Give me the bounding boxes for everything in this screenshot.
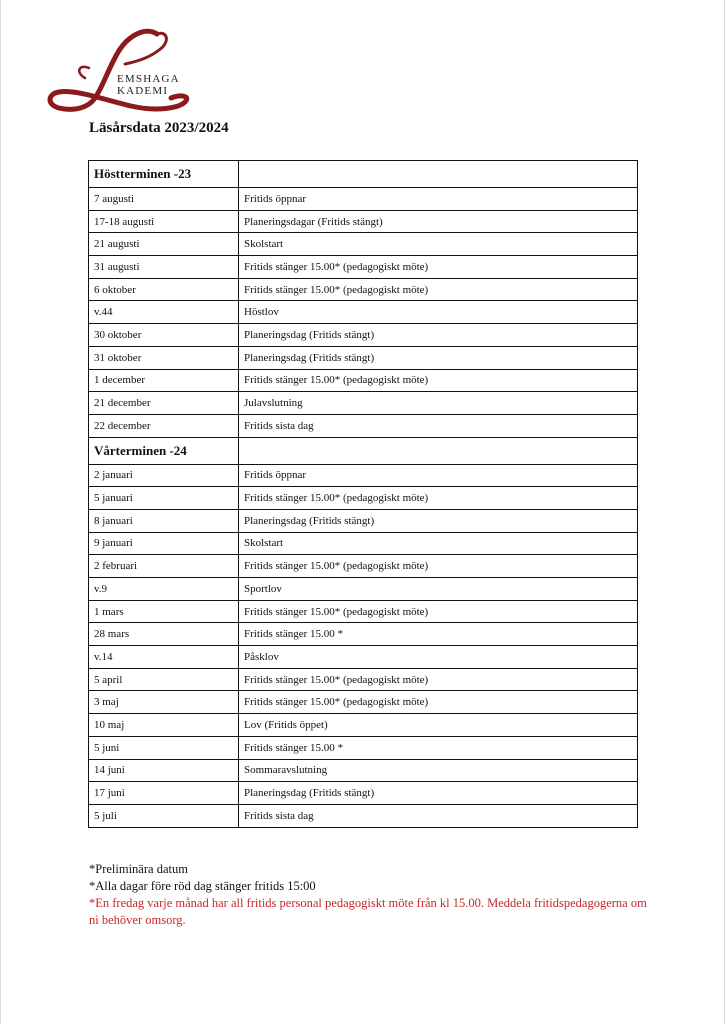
section-heading-empty-cell xyxy=(239,161,638,188)
event-cell: Julavslutning xyxy=(239,392,638,415)
event-cell: Höstlov xyxy=(239,301,638,324)
event-cell: Fritids stänger 15.00* (pedagogiskt möte) xyxy=(239,278,638,301)
table-row xyxy=(89,646,638,669)
date-cell: 14 juni xyxy=(89,759,239,782)
event-cell: Sommaravslutning xyxy=(239,759,638,782)
footnote-friday-meeting: *En fredag varje månad har all fritids personal pedagogiskt möte från kl 15.00. Meddela fritidspedagogerna om ni behöver omsorg. xyxy=(89,896,647,927)
event-cell: Planeringsdag (Fritids stängt) xyxy=(239,324,638,347)
event-cell: Fritids öppnar xyxy=(239,188,638,211)
date-cell: 2 januari xyxy=(89,464,239,487)
event-cell: Fritids stänger 15.00* (pedagogiskt möte) xyxy=(239,369,638,392)
table-row xyxy=(89,210,638,233)
schedule-table xyxy=(88,160,638,828)
date-cell: 7 augusti xyxy=(89,188,239,211)
event-cell: Fritids sista dag xyxy=(239,804,638,827)
section-heading: Vårterminen -24 xyxy=(89,437,239,464)
date-cell: 17 juni xyxy=(89,782,239,805)
date-cell: 1 december xyxy=(89,369,239,392)
date-cell: 22 december xyxy=(89,414,239,437)
footnote-preliminary: *Preliminära datum xyxy=(89,862,188,876)
date-cell: 3 maj xyxy=(89,691,239,714)
table-row xyxy=(89,346,638,369)
table-row xyxy=(89,578,638,601)
table-row xyxy=(89,392,638,415)
footnotes xyxy=(89,861,649,929)
event-cell: Planeringsdag (Fritids stängt) xyxy=(239,782,638,805)
table-row xyxy=(89,414,638,437)
event-cell: Fritids stänger 15.00* (pedagogiskt möte) xyxy=(239,256,638,279)
table-row xyxy=(89,782,638,805)
event-cell: Sportlov xyxy=(239,578,638,601)
section-header-row xyxy=(89,161,638,188)
table-row xyxy=(89,324,638,347)
table-row xyxy=(89,369,638,392)
event-cell: Fritids stänger 15.00* (pedagogiskt möte) xyxy=(239,487,638,510)
date-cell: 30 oktober xyxy=(89,324,239,347)
footnote-red-day: *Alla dagar före röd dag stänger fritids 15:00 xyxy=(89,879,316,893)
date-cell: 17-18 augusti xyxy=(89,210,239,233)
table-row xyxy=(89,691,638,714)
page-title: Läsårsdata 2023/2024 xyxy=(89,120,229,136)
table-row xyxy=(89,188,638,211)
date-cell: 5 januari xyxy=(89,487,239,510)
date-cell: 5 juli xyxy=(89,804,239,827)
table-row xyxy=(89,759,638,782)
event-cell: Planeringsdagar (Fritids stängt) xyxy=(239,210,638,233)
section-heading-empty-cell xyxy=(239,437,638,464)
date-cell: 31 oktober xyxy=(89,346,239,369)
section-header-row xyxy=(89,437,638,464)
event-cell: Planeringsdag (Fritids stängt) xyxy=(239,509,638,532)
table-row xyxy=(89,487,638,510)
event-cell: Fritids stänger 15.00* (pedagogiskt möte) xyxy=(239,668,638,691)
table-row xyxy=(89,668,638,691)
section-heading: Höstterminen -23 xyxy=(89,161,239,188)
table-row xyxy=(89,623,638,646)
event-cell: Planeringsdag (Fritids stängt) xyxy=(239,346,638,369)
date-cell: 6 oktober xyxy=(89,278,239,301)
date-cell: 5 april xyxy=(89,668,239,691)
date-cell: v.9 xyxy=(89,578,239,601)
date-cell: 10 maj xyxy=(89,714,239,737)
date-cell: v.14 xyxy=(89,646,239,669)
event-cell: Skolstart xyxy=(239,532,638,555)
date-cell: 8 januari xyxy=(89,509,239,532)
event-cell: Fritids stänger 15.00* (pedagogiskt möte) xyxy=(239,555,638,578)
event-cell: Fritids stänger 15.00* (pedagogiskt möte) xyxy=(239,691,638,714)
logo-text-line1: EMSHAGA xyxy=(117,73,180,85)
table-row xyxy=(89,233,638,256)
logo-text-line2: KADEMI xyxy=(117,85,169,97)
table-row xyxy=(89,509,638,532)
table-row xyxy=(89,256,638,279)
date-cell: 2 februari xyxy=(89,555,239,578)
event-cell: Fritids stänger 15.00 * xyxy=(239,736,638,759)
event-cell: Fritids stänger 15.00 * xyxy=(239,623,638,646)
table-row xyxy=(89,532,638,555)
table-row xyxy=(89,555,638,578)
date-cell: 21 december xyxy=(89,392,239,415)
event-cell: Fritids öppnar xyxy=(239,464,638,487)
table-row xyxy=(89,804,638,827)
table-row xyxy=(89,736,638,759)
date-cell: 9 januari xyxy=(89,532,239,555)
event-cell: Fritids stänger 15.00* (pedagogiskt möte) xyxy=(239,600,638,623)
table-row xyxy=(89,600,638,623)
date-cell: v.44 xyxy=(89,301,239,324)
lemshaga-logo xyxy=(45,28,205,118)
table-row xyxy=(89,714,638,737)
date-cell: 5 juni xyxy=(89,736,239,759)
table-row xyxy=(89,464,638,487)
event-cell: Påsklov xyxy=(239,646,638,669)
date-cell: 31 augusti xyxy=(89,256,239,279)
date-cell: 28 mars xyxy=(89,623,239,646)
event-cell: Skolstart xyxy=(239,233,638,256)
event-cell: Lov (Fritids öppet) xyxy=(239,714,638,737)
table-row xyxy=(89,278,638,301)
date-cell: 1 mars xyxy=(89,600,239,623)
event-cell: Fritids sista dag xyxy=(239,414,638,437)
table-row xyxy=(89,301,638,324)
date-cell: 21 augusti xyxy=(89,233,239,256)
